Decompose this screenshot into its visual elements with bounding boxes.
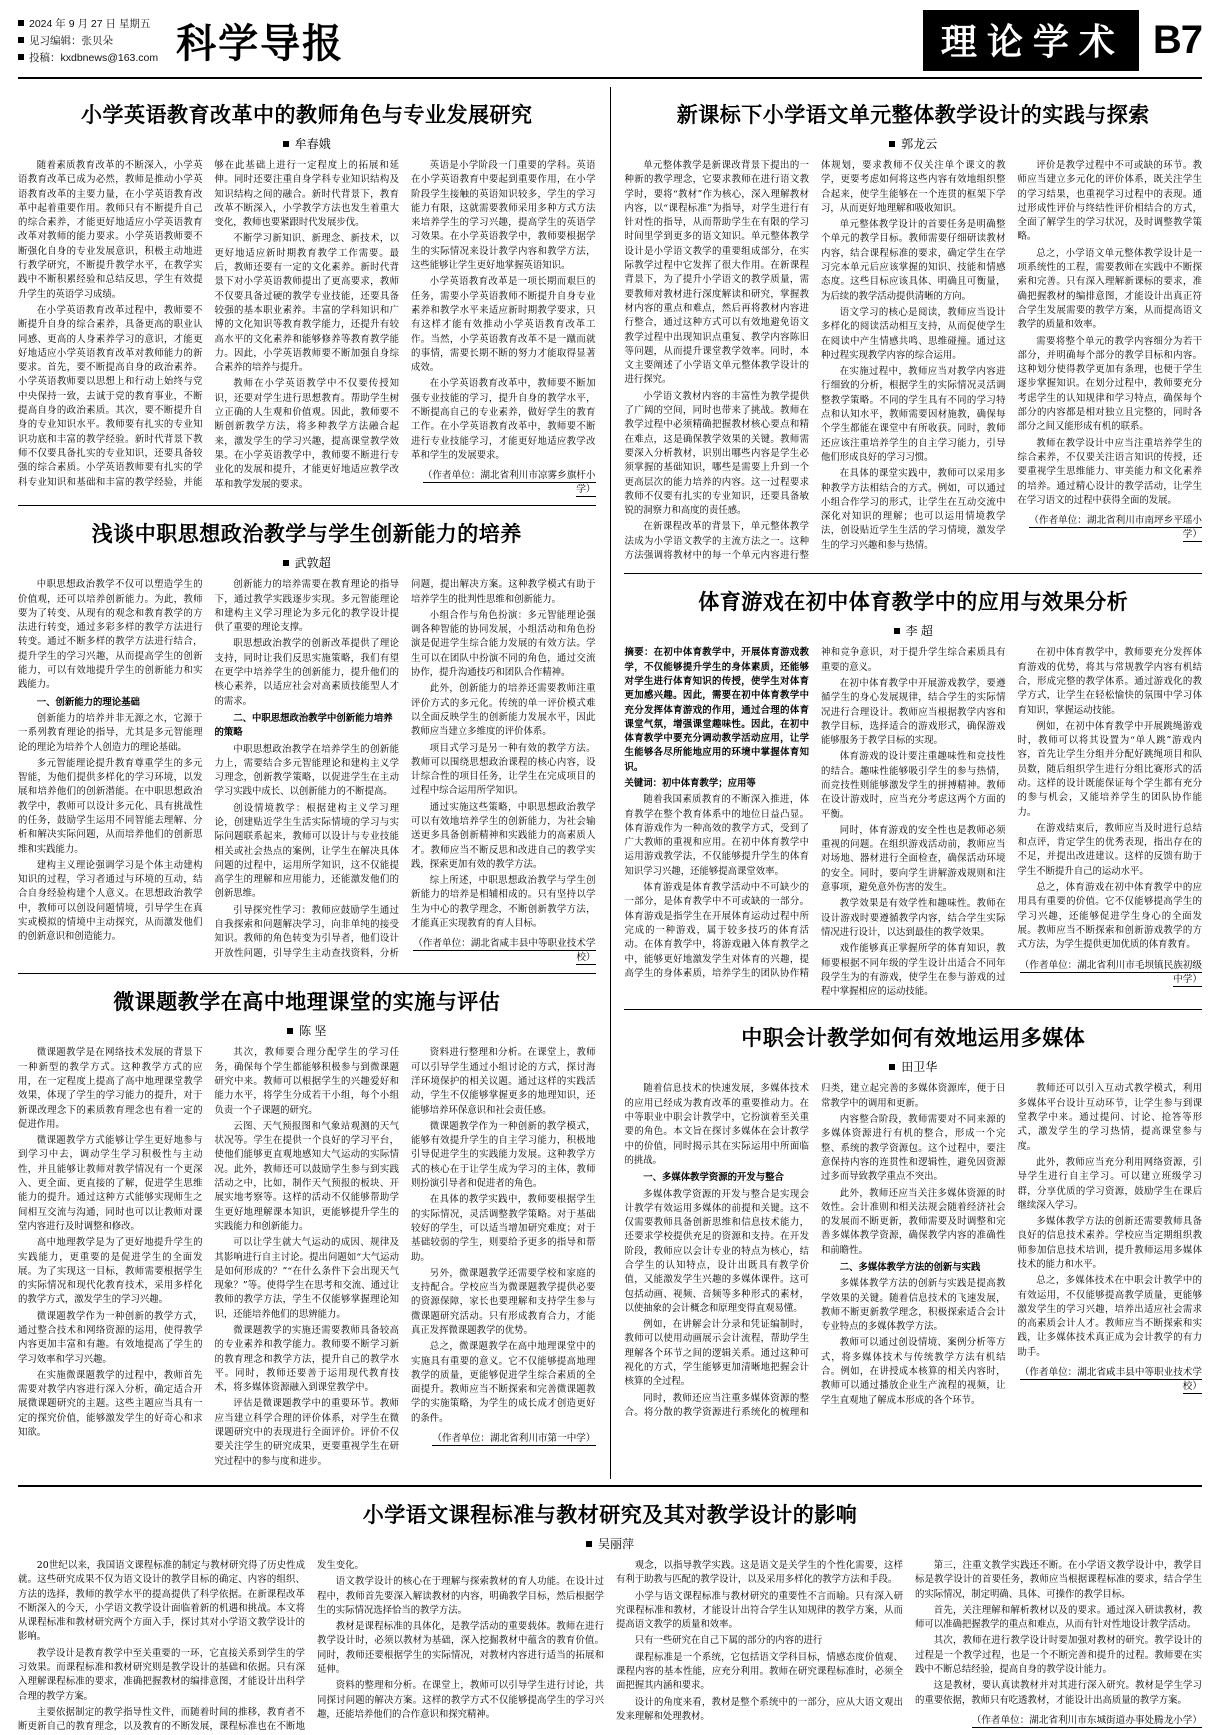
article-3 xyxy=(624,574,1202,1010)
article-5-title: 中职会计教学如何有效地运用多媒体 xyxy=(741,1025,1086,1051)
article-3-author: 李 超 xyxy=(905,624,933,639)
left-column xyxy=(18,87,596,1479)
paragraph: 内容整合阶段，教师需要对不同来源的多媒体资源进行有机的整合，形成一个完整、系统的教学资源包。这个过程中，要注意保持内容的连贯性和逻辑性，避免因资源过多而导致教学重点不突出。 xyxy=(820,1114,1006,1183)
paragraph: 创新能力的培养并非无源之水，它源于一系列教育理论的指导，尤其是多元智能理论的理论为培养个人创造力的理论基础。 xyxy=(18,712,203,753)
paragraph: 此外，教师应当充分利用网络资源，引导学生进行自主学习。可以建立班级学习群，分享优质的学习资源，鼓励学生在课后继续深入学习。 xyxy=(1017,1156,1202,1211)
article-2-byline xyxy=(18,554,596,571)
bottom-article-author: 吴丽萍 xyxy=(597,1536,634,1551)
paragraph: 总之，多媒体技术在中职会计教学中的有效运用，不仅能够提高教学质量，更能够激发学生的学习兴趣，培养出适应社会需求的高素质会计人才。教师应当不断探索和实践，让多媒体技术真正成为会计教学的有力助手。 xyxy=(1017,1275,1202,1358)
article-1-affiliation xyxy=(1017,512,1202,540)
paragraph: 资料进行整理和分析。在课堂上，教师可以引导学生通过小组讨论的方式，探讨海洋环境保护的相关议题。通过这样的实践活动，学生不仅能够掌握更多的地理知识，还能够培养环保意识和社会责任感。 xyxy=(411,1047,596,1116)
article-5 xyxy=(624,1010,1202,1430)
masthead xyxy=(18,10,1202,79)
paragraph: 教学效果是有效学性和趣味性。教师在设计游戏时要遵循教学内容，结合学生实际情况进行设计，以达到最佳的教学效果。 xyxy=(820,898,1006,938)
paragraph: 总之，体育游戏在初中体育教学中的应用具有重要的价值。它不仅能够提高学生的学习兴趣，还能够促进学生身心的全面发展。教师应当不断探索和创新游戏教学的方式方法，为学生提供更加优质的体育教育。 xyxy=(1017,882,1202,951)
article-5-author: 田卫华 xyxy=(901,1060,938,1075)
article-3-byline xyxy=(624,622,1202,639)
paragraph: 总之，小学语文单元整体教学设计是一项系统性的工程，需要教师在实践中不断探索和完善。只有深入理解新课标的要求，准确把握教材的编排意图，才能设计出真正符合学生发展需要的教学方案，从而提高语文教学的质量和效率。 xyxy=(1017,247,1202,331)
paragraph: 随着素质教育改革的不断深入，小学英语教育改革已成为必然，教师是推动小学英语教育改革的主要力量，在小学英语教育改革中起着重要作用。教师只有不断提升自己的综合素养，才能更好地适应小学英语教育改革对教师的能力要求。小学英语教师要不断强化自身的专业发展意识，积极主动地进行教学研究，不断提升教学水平，在教学实践中不断积累经验和总结反思，学生有效提升学生的英语学习成绩。 xyxy=(18,160,203,300)
article-5-body xyxy=(624,1082,1202,1420)
bullet-square-icon xyxy=(287,1028,293,1034)
article-1-title: 新课标下小学语文单元整体教学设计的实践与探索 xyxy=(676,102,1150,127)
article-2 xyxy=(18,506,596,974)
paragraph: 在初中体育教学中开展游戏教学，要遵循学生的身心发展规律，结合学生的实际情况进行合理设计。教师应当根据教学内容和教学目标，选择适合的游戏形式，确保游戏能够服务于教学目标的实现。 xyxy=(820,677,1006,747)
article-1 xyxy=(624,87,1202,574)
paragraph: 在小学英语教育改革过程中，教师要不断提升自身的综合素养，具备更高的职业认同感、更高的人身素养学习的意识，才能更好地适应小学英语教育改革对教师能力的新要求。首先，要不断提高自身的政治素养。小学英语教师要以思想上和行动上始终与党中央保持一致，去诚于党的教育事业，不断提高自身的政治素质。其次，要不断提升自身的专业知识水平。教师要有扎实的专业知识功底和丰富的教学经验。新时代背景下教师不仅要具备扎实的专业知识，还要具备较强的综合素质。小学英语教师要有扎实的学科专业知识和基础和丰富的教学经验，并能够在此基础上进行一定程度上的拓展和延伸。同时还要注重自身学科专业知识结构及知识结构之间的融合。新时代背景下，教育改革不断深入，小学教学方法也发生着重大变化，教师也要紧跟时代发展步伐。 xyxy=(18,160,399,488)
article-0-affiliation xyxy=(411,467,596,495)
paragraph: 教师可以通过创设情境、案例分析等方式，将多媒体技术与传统教学方法有机结合。例如，在讲授成本核算的相关内容时，教师可以通过播放企业生产流程的视频，让学生直观地了解成本形成的各个环节。 xyxy=(820,1337,1006,1406)
affiliation-text: （作者单位：湖北省咸丰县中等职业技术学校） xyxy=(1019,1367,1202,1393)
paragraph: 语文教学设计的核心在于理解与探索教材的育人功能。在设计过程中，教师首先要深入解读教材的内容，明确教学目标，然后根据学生的实际情况选择恰当的教学方法。 xyxy=(317,1576,604,1616)
subheading: 二、中职思想政治教学中创新能力培养的策略 xyxy=(214,712,393,739)
paragraph: 多媒体教学方法的创新与实践是提高教学效果的关键。随着信息技术的飞速发展，教师不断更新教学理念，积极探索适合会计专业特点的多媒体教学方法。 xyxy=(820,1278,1006,1333)
paragraph: 微课题教学是在网络技术发展的背景下一种新型的教学方式。这种教学方式的应用，在一定程度上提高了高中地理课堂教学效果，体现了学生的学习能力的提升，对于新课改理念下的素质教育理念也有着一定的促进作用。 xyxy=(18,1047,203,1130)
paragraph: 教材是课程标准的具体化，是教学活动的重要载体。教师在进行教学设计时，必须以教材为基础，深入挖掘教材中蕴含的教育价值。同时，教师还要根据学生的实际情况，对教材内容进行适当的拓展和延伸。 xyxy=(317,1621,604,1676)
bullet-square-icon xyxy=(889,1064,895,1070)
keywords: 关键词：初中体育教学；应用等 xyxy=(624,777,756,789)
paragraph: 引导探究性学习：教师应鼓励学生通过自我探索和问题解决学习，向非单纯的接受知识。教师的角色转变为引导者，他们设计开放性问题，引导学生主动查找资料，分析问题，提出解决方案。这种教学模式有助于培养学生的批判性思维和创新能力。 xyxy=(214,579,596,959)
article-4-affiliation xyxy=(411,1430,596,1444)
issue-editor-text: 见习编辑：张贝朵 xyxy=(29,34,113,47)
paragraph: 微课题教学方式能够让学生更好地参与到学习中去，调动学生学习积极性与主动性，并且能够让教师对教学情况有一个更深入、更全面、更直接的了解，促进学生思维能力的提升。通过这种方式能够实现师生之间相互交流与沟通，同时也可以让教师对课堂内容进行及时调整和修改。 xyxy=(18,1135,203,1232)
article-4-byline xyxy=(18,1022,596,1039)
paragraph: 在初中体育教学中，教师要充分发挥体育游戏的优势，将其与常规教学内容有机结合，形成完整的教学体系。通过游戏化的教学方式，让学生在轻松愉快的氛围中学习体育知识，掌握运动技能。 xyxy=(1017,647,1202,716)
subheading: 一、创新能力的理论基础 xyxy=(36,696,140,708)
paragraph: 主要依据制定的教学指导性文件，而随着时间的推移，教育者不断更新自己的教育理念，以及教育的不断发展，课程标准也在不断地发生变化。 xyxy=(18,1559,364,1733)
paragraph: 建构主义理论强调学习是个体主动建构知识的过程，学习者通过与环境的互动，结合自身经验构建个人意义。在思想政治教学中，教师可以创设问题情境，引导学生在真实或模拟的情境中主动探究，从而激发他们的创新意识和创造能力。 xyxy=(18,859,203,943)
article-3-affiliation xyxy=(1017,957,1202,985)
paragraph: 通过实施这些策略，中职思想政治教学可以有效地培养学生的创新能力，为社会输送更多具备创新精神和实践能力的高素质人才。教师应当不断反思和改进自己的教学实践，探索更加有效的教学方法。 xyxy=(411,801,596,870)
paragraph: 在新课程改革的背景下，单元整体教学法成为小学语文教学的主流方法之一。这种方法强调将教材中的每一个单元内容进行整体规划，要求教师不仅关注单个课文的教学，更要考虑如何将这些内容有效地组织整合起来，使学生能够在一个连贯的框架下学习，从而更好地理解和吸收知识。 xyxy=(624,160,1006,562)
paragraph: 小学英语教育改革是一项长期而艰巨的任务，需要小学英语教师不断提升自身专业素养和教学水平来适应新时期教学要求，只有这样才能有效推动小学英语教育改革工作。当然，小学英语教育改革不是一蹴而就的事情，需要长期不断的努力才能取得显著成效。 xyxy=(411,276,596,374)
bullet-square-icon xyxy=(18,54,24,60)
paragraph: 微课题教学作为一种创新的教学模式，能够有效提升学生的自主学习能力，积极地引导促进学生的实践能力发展。这种教学方式的核心在于让学生成为学习的主体，教师则扮演引导者和促进者的角色。 xyxy=(411,1120,596,1190)
affiliation-text: （作者单位：湖北省利川市毛坝镇民族初级中学） xyxy=(1019,959,1202,985)
paragraph: 在具体的教学实践中，教师要根据学生的实际情况，灵活调整教学策略。对于基础较好的学生，可以适当增加研究难度；对于基础较弱的学生，则要给予更多的指导和帮助。 xyxy=(411,1194,596,1263)
page-number: B7 xyxy=(1152,18,1202,62)
issue-info xyxy=(18,12,158,68)
article-0 xyxy=(18,87,596,506)
paragraph: 项目式学习是另一种有效的教学方法。教师可以围绕思想政治课程的核心内容，设计综合性的项目任务，让学生在完成项目的过程中综合运用所学知识。 xyxy=(411,742,596,797)
bullet-square-icon xyxy=(283,141,289,147)
article-3-title: 体育游戏在初中体育教学中的应用与效果分析 xyxy=(698,589,1129,615)
paragraph: 总之，微课题教学在高中地理课堂中的实施具有重要的意义。它不仅能够提高地理教学的质量，更能够促进学生综合素质的全面提升。教师应当不断探索和完善微课题教学的实施策略，为学生的成长成才创造更好的条件。 xyxy=(411,1341,596,1424)
paragraph: 教师还可以引入互动式教学模式，利用多媒体平台设计互动环节，让学生参与到课堂教学中来。通过提问、讨论、抢答等形式，激发学生的学习热情，提高课堂参与度。 xyxy=(1017,1083,1202,1152)
article-4-title: 微课题教学在高中地理课堂的实施与评估 xyxy=(113,989,501,1015)
paragraph: 创设情境教学：根据建构主义学习理论，创建贴近学生生活实际情境的学习与实际问题联系起来，教师可以设计与专业技能相关或社会热点的案例，让学生在解决具体问题的过程中，运用所学知识，这不仅能提高学生的理解和应用能力，还能激发他们的创新思维。 xyxy=(214,802,399,900)
paragraph: 设计的角度来看，教材是整个系统中的一部分，应从大语文观出发来理解和处理教材。 xyxy=(616,1696,903,1722)
paragraph: 微课题教学作为一种创新的教学方式，通过整合技术和网络资源的运用，使得教学内容更加丰富和有趣。有效地提高了学生的学习效率和学习兴趣。 xyxy=(18,1310,203,1365)
paragraph: 需要将整个单元的教学内容细分为若干部分，并明确每个部分的教学目标和内容。这种划分使得教学更加有条理，也便于学生逐步掌握知识。在划分过程中，教师要充分考虑学生的认知规律和学习特点，确保每个部分的内容都是相对独立且完整的，同时各部分之间又能形成有机的联系。 xyxy=(1017,335,1202,433)
subheading: 一、多媒体教学资源的开发与整合 xyxy=(643,1172,784,1184)
article-1-author: 郭龙云 xyxy=(901,137,938,151)
paragraph: 多媒体教学方法的创新还需要教师具备良好的信息技术素养。学校应当定期组织教师参加信息技术培训，提升教师运用多媒体技术的能力和水平。 xyxy=(1017,1216,1202,1270)
bottom-article-affiliation xyxy=(915,1712,1202,1726)
right-column xyxy=(624,87,1202,1479)
affiliation-text: （作者单位：湖北省利川市东城街道办事处腾龙小学） xyxy=(971,1714,1202,1726)
article-2-title: 浅谈中职思想政治教学与学生创新能力的培养 xyxy=(91,521,522,547)
paragraph: 第三，注重文教学实践还不断。在小学语文教学设计中，教学目标是教学设计的首要任务，教师应当根据课程标准的要求，结合学生的实际情况，制定明确、具体、可操作的教学目标。 xyxy=(915,1559,1202,1600)
paragraph: 单元整体教学设计的首要任务是明确整个单元的教学目标。教师需要仔细研读教材内容，结合课程标准的要求，确定学生在学习完本单元后应该掌握的知识、技能和情感态度。这些目标应该具体、明确且可衡量，为后续的教学活动提供清晰的方向。 xyxy=(820,219,1006,302)
bottom-article-byline xyxy=(18,1535,1202,1552)
paragraph: 教师在小学英语教学中不仅要传授知识，还要对学生进行思想教育。帮助学生树立正确的人生观和价值观。因此，教师要不断创新教学方法，将多种教学方法融合起来，激发学生的学习兴趣，提高课堂教学效果。在小学英语教学中，教师要不断进行专业化的发展和提升，才能更好地适应教学改革和教学发展的要求。 xyxy=(214,378,399,490)
article-1-byline xyxy=(624,135,1202,152)
paragraph: 此外，创新能力的培养还需要教师注重评价方式的多元化。传统的单一评价模式难以全面反映学生的创新能力发展水平，因此教师应当建立多维度的评价体系。 xyxy=(411,683,596,738)
article-2-affiliation xyxy=(411,935,596,963)
paragraph: 同时，教师还应当注重多媒体资源的整合。将分散的教学资源进行系统化的梳理和归类，建立起完善的多媒体资源库，便于日常教学中的调用和更新。 xyxy=(624,1083,1006,1418)
main-grid xyxy=(18,87,1202,1479)
article-5-affiliation xyxy=(1017,1364,1202,1392)
paragraph: 其次，教师在进行教学设计时要加强对教材的研究。教学设计的过程是一个教学过程，也是一个不断完善和提升的过程。教师要在实践中不断总结经验，提高自身的教学设计能力。 xyxy=(915,1635,1202,1676)
article-0-byline xyxy=(18,135,596,152)
paragraph: 多媒体教学资源的开发与整合是实现会计教学有效运用多媒体的前提和关键。这不仅需要教师具备创新思维和信息技术能力，还要求学校提供充足的资源和支持。在开发阶段，教师应以会计专业的特点为核心，结合学生的认知特点，设计出既具有教学价值，又能激发学生兴趣的多媒体课件。这可包括动画、视频、音频等多种形式的素材，以使抽象的会计概念和原理变得直观易懂。 xyxy=(624,1188,809,1314)
paragraph: 在游戏结束后，教师应当及时进行总结和点评，肯定学生的优秀表现，指出存在的不足，并提出改进建议。这样的反馈有助于学生不断提升自己的运动水平。 xyxy=(1017,822,1202,877)
paragraph: 观念，以指导教学实践。这是语文是关学生的个性化需要，这样有利于助教与匹配的教学设计，以及采用多样化的教学方法和手段。 xyxy=(616,1559,903,1586)
paragraph: 同时，体育游戏的安全性也是教师必须重视的问题。在组织游戏活动前，教师应当对场地、器材进行全面检查，确保活动环境的安全。同时，要向学生讲解游戏规则和注意事项，避免意外伤害的发生。 xyxy=(820,824,1006,894)
paragraph: 随着信息技术的快速发展，多媒体技术的应用已经成为教育改革的重要推动力。在中等职业中职会计教学中，它扮演着至关重要的角色。本文旨在探讨多媒体在会计教学中的价值，同时揭示其在实际运用中所面临的挑战。 xyxy=(624,1083,809,1166)
paragraph: 在小学英语教育改革中，教师要不断加强专业技能的学习，提升自身的教学水平，不断提高自己的专业素养，做好学生的教育工作。在小学英语教育改革中，教师要不断进行专业技能学习，才能更好地适应教学改革和学生的发展要求。 xyxy=(411,378,596,461)
issue-date-text: 2024 年 9 月 27 日 星期五 xyxy=(29,17,151,30)
masthead-right xyxy=(923,10,1202,71)
paragraph: 只有一些研究在自己下属的部分的内容的进行 xyxy=(634,1635,823,1647)
paragraph: 20世纪以来，我国语文课程标准的制定与教材研究得了历史性成就。这些研究成果不仅为语文设计的教学目标的确定、内容的组织、方法的选择，教师的教学水平的提高提供了科学依据。在新课程改革不断深入的今天，小学语文教学设计面临着新的机遇和挑战。本文将从课程标准和教材研究两个方面入手，探讨其对小学语文教学设计的影响。 xyxy=(18,1559,305,1643)
section-label: 理论学术 xyxy=(923,10,1139,71)
paragraph: 英语是小学阶段一门重要的学科。英语在小学英语教育中要起到重要作用，在小学阶段学生接触的英语知识较多，学生的学习能力有限，这就需要教师采用多种方式方法来培养学生的学习兴趣，提高学生的英语学习效果。在小学英语教学中，教师要根据学生的实际情况来设计教学内容和教学方法，这些能够让学生更好地掌握英语知识。 xyxy=(411,160,596,272)
column-divider xyxy=(610,87,611,1479)
paragraph: 在实施过程中，教师应当对教学内容进行细致的分析，根据学生的实际情况灵活调整教学策略。不同的学生具有不同的学习特点和认知水平，教师需要因材施教，确保每个学生都能在课堂中有所收获。同时，教师还应该注重培养学生的自主学习能力，引导他们形成良好的学习习惯。 xyxy=(820,366,1006,463)
article-4 xyxy=(18,974,596,1479)
paragraph: 此外，教师还应当关注多媒体资源的时效性。会计准则和相关法规会随着经济社会的发展而不断更新，教师需要及时调整和完善多媒体教学资源，确保教学内容的准确性和前瞻性。 xyxy=(820,1187,1006,1256)
bullet-square-icon xyxy=(18,37,24,43)
article-2-body xyxy=(18,578,596,963)
affiliation-text: （作者单位：湖北省咸丰县中等职业技术学校） xyxy=(413,938,596,964)
bottom-article-body xyxy=(18,1559,1202,1735)
bullet-square-icon xyxy=(283,560,289,566)
paragraph: 其次，教师要合理分配学生的学习任务，确保每个学生都能够积极参与到微课题研究中来。教师可以根据学生的兴趣爱好和能力水平，将学生分成若干小组，每个小组负责一个子课题的研究。 xyxy=(214,1047,399,1116)
masthead-left xyxy=(18,10,344,69)
article-1-body xyxy=(624,159,1202,563)
paragraph: 随着我国素质教育的不断深入推进，体育教学在整个教育体系中的地位日益凸显。体育游戏作为一种高效的教学方式，受到了广大教师的重视和应用。在初中体育教学中运用游戏教学法，不仅能够提升学生的体育知识学习兴趣，还能够提高课堂效率。 xyxy=(624,794,809,877)
paragraph: 多元智能理论提升教育尊重学生的多元智能，为他们提供多样化的学习环境，以发展和培养他们的创新潜能。在中职思想政治教学中，教师可以设计多元化、具有挑战性的任务，鼓励学生运用不同智能去理解、分析和解决实际问题，从而培养他们的创新思维和实践能力。 xyxy=(18,757,203,855)
paragraph: 小学语文教材内容的丰富性为教学提供了广阔的空间，同时也带来了挑战。教师在教学过程中必须精确把握教材核心要点和精在难点，这是确保教学效果的关键。教师需要深入分析教材，识别出哪些内容是学生必须掌握的基础知识，哪些是需要上升到一个更高层次的能力培养的内容。这一过程要求教师不仅要有扎实的专业知识，还要具备敏锐的洞察力和高度的责任感。 xyxy=(624,390,809,517)
paragraph: 资料的整理和分析。在课堂上，教师可以引导学生进行讨论，共同探讨问题的解决方案。这样的教学方式不仅能够提高学生的学习兴趣，还能培养他们的合作意识和探究精神。 xyxy=(317,1680,604,1720)
bullet-square-icon xyxy=(889,141,895,147)
paragraph: 语文学习的核心是阅读，教师应当设计多样化的阅读活动相互支持，从而促使学生在阅读中产生情感共鸣、思维碰撞。通过这种过程实现教学内容的综合运用。 xyxy=(820,306,1006,361)
paragraph: 例如，在讲解会计分录和凭证编制时，教师可以使用动画展示会计流程，帮助学生理解各个环节之间的逻辑关系。通过这种可视化的方式，学生能够更加清晰地把握会计核算的全过程。 xyxy=(624,1319,809,1388)
affiliation-text: （作者单位：湖北省利川市南坪乡平瑶小学） xyxy=(1029,515,1202,541)
paragraph: 课程标准是一个系统，它包括语文学科目标，情感态度价值观、课程内容的基本性能，应充分利用。教师在研究课程标准时，必须全面把握其内涵和要求。 xyxy=(616,1651,903,1692)
paragraph: 单元整体教学是新课改背景下提出的一种新的教学理念，它要求教师在进行语文教学时，要将“教材”作为核心，深入理解教材内容，以“课程标准”为指导，对学生进行有针对性的指导，从而帮助学生在有限的学习时间里学到更多的语文知识。单元整体教学设计是小学语文教学的重要组成部分，在实际教学过程中它发挥了很大作用。在新课程背景下，为了提升小学语文的教学质量，需要教师对教材进行深度解读和研究，掌握教材内容的重点和难点，然后再将教材内容进行整合，通过这种方式可以有效地避免语文教学过程中出现知识点重复、教学内容陈旧等问题，从而提升课堂教学效率。同时，本文主要阐述了小学语文单元整体教学设计的进行探究。 xyxy=(624,160,809,386)
paragraph: 首先，关注理解和解析教材以及的要求。通过深入研读教材，教师可以准确把握教学的重点和难点，从而有针对性地设计教学活动。 xyxy=(915,1604,1202,1631)
paragraph: 高中地理教学是为了更好地提升学生的实践能力，更重要的是促进学生的全面发展。为了实现这一目标，教师需要根据学生的实际情况和现代化教育技术，采用多样化的教学方式，激发学生的学习兴趣。 xyxy=(18,1237,203,1306)
paper-title: 科学导报 xyxy=(176,20,345,67)
article-4-author: 陈 坚 xyxy=(299,1024,327,1039)
paragraph: 可以让学生就大气运动的成因、规律及其影响进行自主讨论。提出问题如“大气运动是如何形成的？”“在什么条件下会出现天气现象？”等。使得学生在思考和交流、通过让教师的教学方法，学生不仅能够掌握理论知识，还能培养他们的思辨能力。 xyxy=(214,1237,399,1320)
abstract: 摘要：在初中体育教学中，开展体育游戏教学，不仅能够提升学生的身体素质，还能够对学生进行体育知识的传授，使学生对体育更加感兴趣。因此，需要在初中体育教学中充分发挥体育游戏的作用，通过合理的体育课堂气氛，增强课堂趣味性。因此，在初中体育教学中要充分调动教学活动应用，让学生能够各尽所能地应用的环境中掌握体育知识。 xyxy=(624,647,809,773)
article-0-title: 小学英语教育改革中的教师角色与专业发展研究 xyxy=(81,102,533,127)
issue-editor xyxy=(18,33,158,50)
paragraph: 综上所述，中职思想政治教学与学生创新能力的培养是相辅相成的。只有坚持以学生为中心的教学理念，不断创新教学方法，才能真正实现教育的育人目标。 xyxy=(411,875,596,930)
article-2-author: 武敦超 xyxy=(294,556,331,571)
subheading: 二、多媒体教学方法的创新与实践 xyxy=(839,1262,981,1273)
issue-mail xyxy=(18,50,158,67)
article-4-body xyxy=(18,1046,596,1469)
paragraph: 云图、天气预报图和气象站观测的天气状况等。学生在提供一个良好的学习平台，使他们能够更直观地感知大气运动的实际情况。此外，教师还可以鼓励学生参与到实践活动之中，比如，制作天气预报的板块、开展实地考察等。这样的活动不仅能够帮助学生更好地理解课本知识，更能够提升学生的实践能力和创新能力。 xyxy=(214,1120,399,1232)
issue-mail-text: 投稿：kxdbnews@163.com xyxy=(29,52,159,65)
article-3-body xyxy=(624,646,1202,999)
paragraph: 在实施微课题教学的过程中，教师首先需要对教学内容进行深入分析，确定适合开展微课题研究的主题。这些主题应当具有一定的探究价值，能够激发学生的好奇心和求知欲。 xyxy=(18,1369,203,1439)
paragraph: 职思想政治教学的创新改革提供了理论支持，同时让我们反思实施策略，我们有望在更学中培养学生的创新能力，提升他们的核心素养，以适应社会对高素质技能型人才的需求。 xyxy=(214,638,399,707)
paragraph: 教学设计是教育教学中至关重要的一环，它直接关系到学生的学习效果。而课程标准和教材研究则是教学设计的基础和依据。只有深入理解课程标准的要求，准确把握教材的编排意图，才能设计出科学合理的教学方案。 xyxy=(18,1647,305,1702)
paragraph: 创新能力的培养需要在教育理论的指导下，通过教学实践逐步实现。多元智能理论和建构主义学习理论为多元化的教学设计提供了重要的理论支撑。 xyxy=(214,579,399,634)
paragraph: 例如，在初中体育教学中开展跳绳游戏时，教师可以将其设置为“单人跳”游戏内容，首先让学生分组并分配好跳绳项目和队员数，随后组织学生进行分组比赛形式的活动。这样的设计既能保证每个学生都有充分的参与机会，又能培养学生的团队协作能力。 xyxy=(1017,720,1202,818)
bottom-article xyxy=(18,1485,1202,1735)
paragraph: 体育游戏是体育教学活动中不可缺少的一部分，是体育教学中不可或缺的一部分。体育游戏是指学生在开展体育运动过程中所完成的一种游戏，属于较多技巧的体育活动。在体育教学中，将游戏融入体育教学之中，能够更好地激发学生对体育的兴趣，提高学生的身体素质，培养学生的团队协作精神和竞争意识，对于提升学生综合素质具有重要的意义。 xyxy=(624,647,1006,979)
bullet-square-icon xyxy=(18,20,24,26)
bottom-article-title: 小学语文课程标准与教材研究及其对教学设计的影响 xyxy=(362,1501,858,1527)
paragraph: 另外，微课题教学还需要学校和家庭的支持配合。学校应当为微课题教学提供必要的资源保障，家长也要理解和支持学生参与微课题研究活动。只有形成教育合力，才能真正发挥微课题教学的优势。 xyxy=(411,1267,596,1336)
paragraph: 戏作能够真正掌握所学的体育知识，教师要根据不同年级的学生设计出适合不同年段学生为的有游戏，使学生在参与游戏的过程中掌握相应的运动技能。 xyxy=(820,943,1006,998)
issue-date xyxy=(18,16,158,33)
bullet-square-icon xyxy=(586,1541,592,1547)
paragraph: 这是教材，要认真读教材并对其进行深入研究。教材是学生学习的重要依据，教师只有吃透教材，才能设计出高质量的教学方案。 xyxy=(915,1680,1202,1706)
paragraph: 在具体的课堂实践中，教师可以采用多种教学方法相结合的方式。例如，可以通过小组合作学习的形式，让学生在互动交流中深化对知识的理解；也可以运用情境教学法，创设贴近学生生活的学习情境，激发学生的学习兴趣和参与热情。 xyxy=(820,468,1006,551)
paragraph: 微课题教学的实施还需要教师具备较高的专业素养和教学能力。教师要不断学习新的教育理念和教学方法，提升自己的教学水平。同时，教师还要善于运用现代教育技术，将多媒体资源融入到课堂教学中。 xyxy=(214,1325,399,1394)
paragraph: 中职思想政治教学在培养学生的创新能力上，需要结合多元智能理论和建构主义学习理念，创新教学策略，以促进学生在主动学习实践中成长、以创新能力的不断提高。 xyxy=(214,743,399,798)
paragraph: 不断学习新知识、新理念、新技术，以更好地适应新时期教育教学工作需要。最后，教师还要有一定的文化素养。新时代背景下对小学英语教师提出了更高要求，教师不仅要具备过硬的教学专业技能，还要具备较强的基本职业素养。丰富的学科知识和广博的文化知识等教育教学能力，还提升有较高水平的文化素养和能够修养等教育教学能力。因此，小学英语教师要不断加强自身综合素养的培养与提升。 xyxy=(214,233,399,374)
paragraph: 小组合作与角色扮演：多元智能理论强调各种智能的协同发展，小组活动和角色扮演是促进学生综合能力发展的有效方法。学生可以在团队中扮演不同的角色，通过交流协作，提升沟通技巧和团队合作精神。 xyxy=(411,609,596,679)
affiliation-text: （作者单位：湖北省利川市第一中学） xyxy=(432,1433,596,1445)
paragraph: 体育游戏的设计要注重趣味性和竞技性的结合。趣味性能够吸引学生的参与热情，而竞技性则能够激发学生的拼搏精神。教师在设计游戏时，应当充分考虑这两个方面的平衡。 xyxy=(820,751,1006,820)
affiliation-text: （作者单位：湖北省利川市凉雾乡旗杆小学） xyxy=(422,470,596,496)
paragraph: 评价是教学过程中不可或缺的环节。教师应当建立多元化的评价体系，既关注学生的学习结果，也重视学习过程中的表现。通过形成性评价与终结性评价相结合的方式，全面了解学生的学习状况，及时调整教学策略。 xyxy=(1017,160,1202,243)
paragraph: 中职思想政治教学不仅可以塑造学生的价值观，还可以培养创新能力。为此，教师要为了转变、从现有的观念和教育教学的方法进行转变，通过多彩多样的教学方法进行转变。通过不断多样的教学方法进行结合，提升学生的学习兴趣，从而提高学生的创新能力，可以有效地提升学生的创新能力和实践能力。 xyxy=(18,579,203,691)
article-0-body xyxy=(18,159,596,495)
paragraph: 教师在教学设计中应当注重培养学生的综合素养，不仅要关注语言知识的传授，还要重视学生思维能力、审美能力和文化素养的培养。通过精心设计的教学活动，让学生在学习语文的过程中获得全面的发展。 xyxy=(1017,437,1202,506)
bullet-square-icon xyxy=(894,628,900,634)
paragraph: 评估是微课题教学中的重要环节。教师应当建立科学合理的评价体系，对学生在微课题研究中的表现进行全面评价。评价不仅要关注学生的研究成果，更要重视学生在研究过程中的参与度和进步。 xyxy=(214,1398,399,1467)
paragraph: 小学与语文课程标准与教材研究的重要性不言而喻。只有深入研究课程标准和教材，才能设计出符合学生认知规律的教学方案，从而提高语文教学的质量和效率。 xyxy=(616,1590,903,1631)
article-0-author: 牟春娥 xyxy=(294,137,331,151)
article-5-byline xyxy=(624,1058,1202,1075)
